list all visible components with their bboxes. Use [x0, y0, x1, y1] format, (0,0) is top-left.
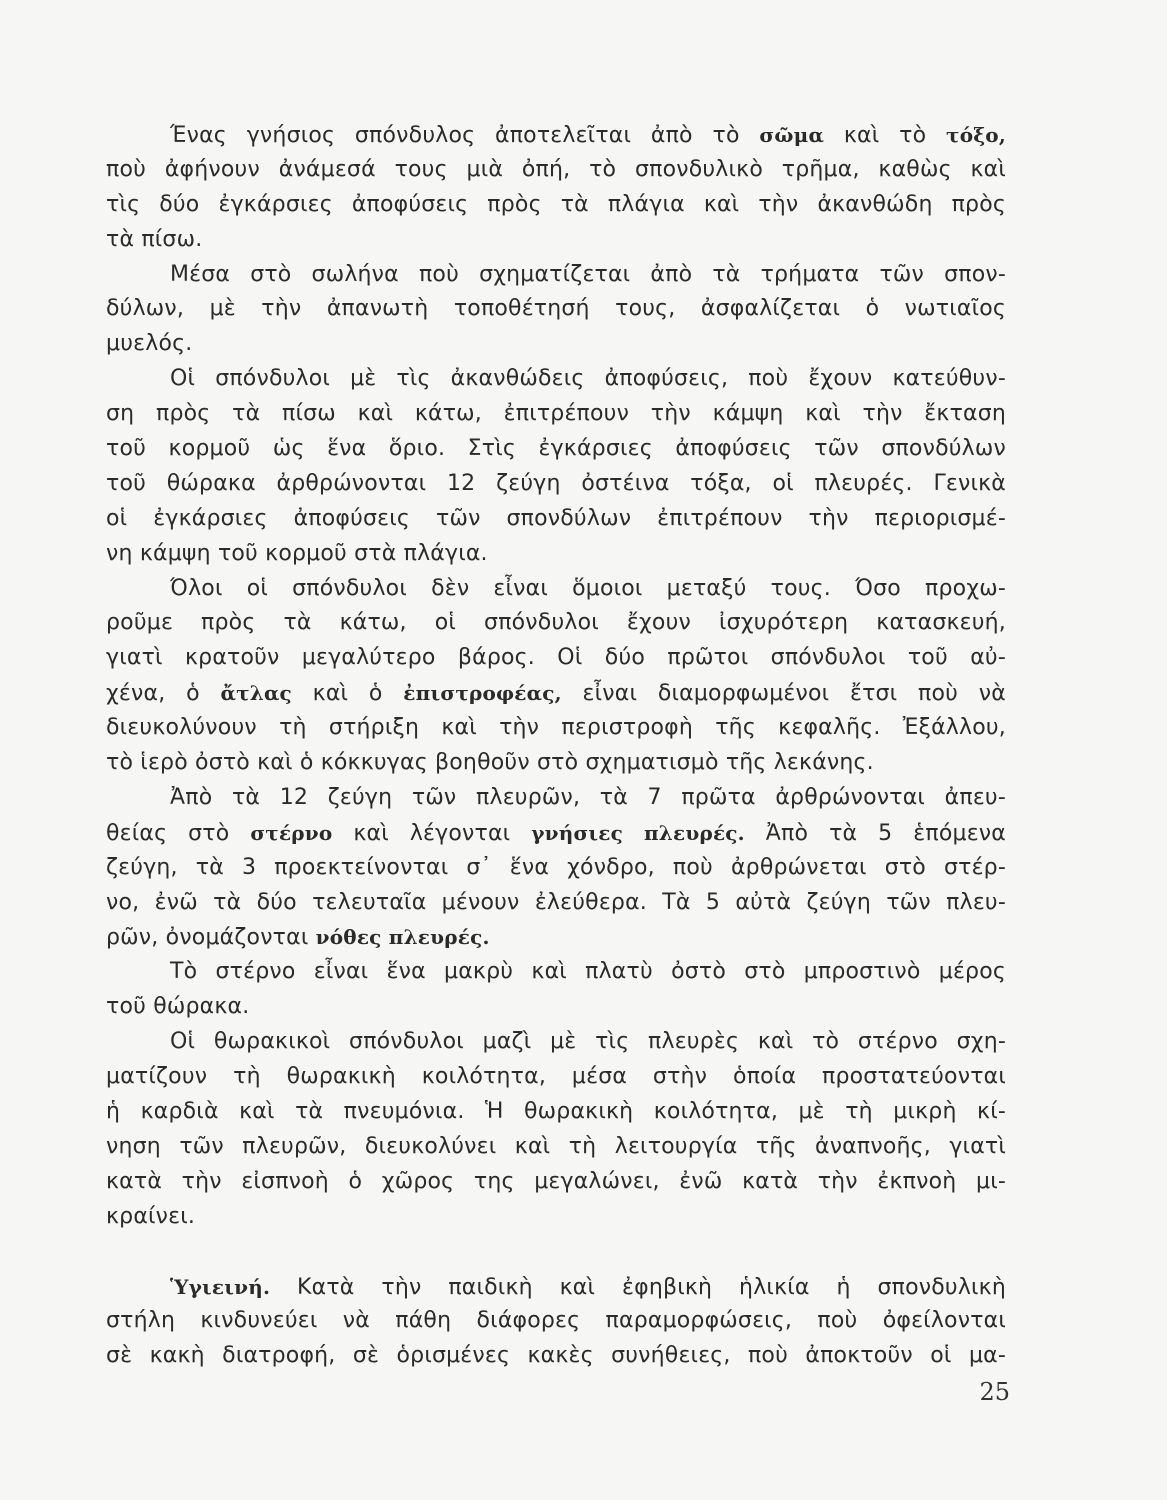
- text-line: [106, 1304, 1006, 1339]
- text-line: [106, 746, 1006, 781]
- paragraph-p6: [106, 955, 1006, 1025]
- paragraph-p2: [106, 258, 1006, 363]
- text-line: [106, 606, 1006, 641]
- text-run: Οἱ θωρακικοὶ σπόνδυλοι μαζὶ μὲ τὶς πλευρὲς καὶ τὸ στέρνο σχη-: [170, 1029, 1006, 1055]
- text-line: [106, 153, 1006, 188]
- text-run: Μέσα στὸ σωλήνα ποὺ σχηματίζεται ἀπὸ τὰ τρήματα τῶν σπον-: [170, 261, 1006, 287]
- text-run: νηση τῶν πλευρῶν, διευκολύνει καὶ τὴ λειτουργία τῆς ἀναπνοῆς, γιατὶ: [106, 1133, 1006, 1159]
- paragraph-p7: [106, 1025, 1006, 1234]
- text-line: [106, 188, 1006, 223]
- text-line: [106, 1025, 1006, 1060]
- bold-term: νόθες πλευρές.: [315, 925, 490, 950]
- text-run: ἡ καρδιὰ καὶ τὰ πνευμόνια. Ἡ θωρακικὴ κοιλότητα, μὲ τὴ μικρὴ κί-: [106, 1098, 1006, 1124]
- text-line: [106, 955, 1006, 990]
- bold-term: τόξο,: [946, 123, 1006, 147]
- text-line: [106, 1095, 1006, 1130]
- text-line: [106, 432, 1006, 467]
- text-run: εἶναι διαμορφωμένοι ἔτσι ποὺ νὰ: [561, 681, 1006, 707]
- text-run: ματίζουν τὴ θωρακικὴ κοιλότητα, μέσα στὴν ὁποία προστατεύονται: [106, 1064, 1006, 1090]
- text-run: Τὸ στέρνο εἶναι ἕνα μακρὺ καὶ πλατὺ ὀστὸ στὸ μπροστινὸ μέρος: [170, 959, 1006, 985]
- text-run: Όλοι οἱ σπόνδυλοι δὲν εἶναι ὅμοιοι μεταξύ τους. Όσο προχω-: [170, 575, 1006, 601]
- text-line: [106, 990, 1006, 1025]
- text-line: [106, 223, 1006, 258]
- text-run: ζεύγη, τὰ 3 προεκτείνονται σ᾽ ἕνα χόνδρο, ποὺ ἀρθρώνεται στὸ στέρ-: [106, 854, 1006, 880]
- text-run: μυελός.: [106, 331, 193, 357]
- text-run: ροῦμε πρὸς τὰ κάτω, οἱ σπόνδυλοι ἔχουν ἰσχυρότερη κατασκευή,: [106, 610, 1006, 636]
- text-line: [106, 327, 1006, 362]
- text-line: [106, 118, 1006, 153]
- text-line: [106, 397, 1006, 432]
- text-run: Κατὰ τὴν παιδικὴ καὶ ἐφηβικὴ ἡλικία ἡ σπονδυλικὴ: [270, 1274, 1006, 1300]
- bold-term: γνήσιες πλευρές.: [531, 820, 745, 845]
- text-run: τοῦ κορμοῦ ὡς ἕνα ὅριο. Στὶς ἐγκάρσιες ἀποφύσεις τῶν σπονδύλων: [106, 436, 1006, 462]
- text-run: τοῦ θώρακα ἀρθρώνονται 12 ζεύγη ὀστέινα τόξα, οἱ πλευρές. Γενικὰ: [106, 470, 1006, 496]
- text-run: γιατὶ κρατοῦν μεγαλύτερο βάρος. Οἱ δύο πρῶτοι σπόνδυλοι τοῦ αὐ-: [106, 645, 1006, 671]
- text-run: νο, ἐνῶ τὰ δύο τελευταῖα μένουν ἐλεύθερα. Τὰ 5 αὐτὰ ζεύγη τῶν πλευ-: [106, 889, 1006, 915]
- paragraph-p5: [106, 781, 1006, 955]
- text-line: [106, 572, 1006, 607]
- paragraph-p8: [106, 1270, 1006, 1375]
- text-run: ση πρὸς τὰ πίσω καὶ κάτω, ἐπιτρέπουν τὴν κάμψη καὶ τὴν ἔκταση: [106, 401, 1006, 427]
- text-line: [106, 1270, 1006, 1305]
- paragraph-p3: [106, 362, 1006, 571]
- text-run: τοῦ θώρακα.: [106, 994, 250, 1020]
- text-line: [106, 537, 1006, 572]
- text-line: [106, 1130, 1006, 1165]
- text-run: ποὺ ἀφήνουν ἀνάμεσά τους μιὰ ὀπή, τὸ σπονδυλικὸ τρῆμα, καθὼς καὶ: [106, 156, 1006, 182]
- text-run: ρῶν, ὀνομάζονται: [106, 925, 316, 951]
- text-run: Ἀπὸ τὰ 12 ζεύγη τῶν πλευρῶν, τὰ 7 πρῶτα ἀρθρώνονται ἀπευ-: [170, 784, 1006, 810]
- text-line: [106, 1339, 1006, 1374]
- text-line: [106, 292, 1006, 327]
- text-run: κραίνει.: [106, 1203, 196, 1229]
- text-line: [106, 467, 1006, 502]
- text-run: κατὰ τὴν εἰσπνοὴ ὁ χῶρος της μεγαλώνει, ἐνῶ κατὰ τὴν ἐκπνοὴ μι-: [106, 1168, 1006, 1194]
- text-run: Ένας γνήσιος σπόνδυλος ἀποτελεῖται ἀπὸ τὸ: [170, 123, 760, 148]
- text-run: δύλων, μὲ τὴν ἀπανωτὴ τοποθέτησή τους, ἀσφαλίζεται ὁ νωτιαῖος: [106, 296, 1006, 322]
- document-page: [106, 118, 1006, 1374]
- text-run: καὶ τὸ: [824, 123, 947, 148]
- text-run: τὰ πίσω.: [106, 226, 203, 252]
- paragraph-p1: [106, 118, 1006, 258]
- text-line: [106, 781, 1006, 816]
- text-line: [106, 886, 1006, 921]
- bold-term: Ὑγιεινή.: [170, 1274, 271, 1299]
- text-line: [106, 1165, 1006, 1200]
- text-body: [106, 118, 1006, 1374]
- text-run: νη κάμψη τοῦ κορμοῦ στὰ πλάγια.: [106, 540, 488, 566]
- bold-term: σῶμα: [759, 123, 825, 147]
- page-number: 25: [979, 1378, 1010, 1406]
- text-line: [106, 362, 1006, 397]
- text-line: [106, 502, 1006, 537]
- text-run: καὶ λέγονται: [332, 820, 532, 846]
- text-run: καὶ ὁ: [291, 681, 404, 707]
- text-run: διευκολύνουν τὴ στήριξη καὶ τὴν περιστροφὴ τῆς κεφαλῆς. Ἐξάλλου,: [106, 715, 1006, 741]
- text-run: Ἀπὸ τὰ 5 ἑπόμενα: [744, 820, 1006, 846]
- text-line: [106, 816, 1006, 851]
- text-line: [106, 711, 1006, 746]
- bold-term: ἐπιστροφέας,: [403, 681, 562, 706]
- paragraph-p4: [106, 572, 1006, 781]
- text-line: [106, 258, 1006, 293]
- text-line: [106, 1060, 1006, 1095]
- bold-term: στέρνο: [250, 820, 333, 845]
- text-line: [106, 676, 1006, 711]
- text-line: [106, 1200, 1006, 1235]
- paragraph-gap: [106, 1235, 1006, 1270]
- text-run: τὶς δύο ἐγκάρσιες ἀποφύσεις πρὸς τὰ πλάγια καὶ τὴν ἀκανθώδη πρὸς: [106, 191, 1006, 217]
- bold-term: ἄτλας: [220, 681, 292, 706]
- text-run: θείας στὸ: [106, 820, 251, 846]
- text-run: τὸ ἱερὸ ὀστὸ καὶ ὁ κόκκυγας βοηθοῦν στὸ σχηματισμὸ τῆς λεκάνης.: [106, 750, 874, 776]
- text-run: χένα, ὁ: [106, 681, 221, 707]
- text-run: οἱ ἐγκάρσιες ἀποφύσεις τῶν σπονδύλων ἐπιτρέπουν τὴν περιορισμέ-: [106, 505, 1006, 531]
- text-run: Οἱ σπόνδυλοι μὲ τὶς ἀκανθώδεις ἀποφύσεις, ποὺ ἔχουν κατεύθυν-: [170, 366, 1006, 392]
- text-run: σὲ κακὴ διατροφή, σὲ ὁρισμένες κακὲς συνήθειες, ποὺ ἀποκτοῦν οἱ μα-: [106, 1343, 1006, 1369]
- text-line: [106, 920, 1006, 955]
- text-line: [106, 851, 1006, 886]
- text-line: [106, 641, 1006, 676]
- text-run: στήλη κινδυνεύει νὰ πάθη διάφορες παραμορφώσεις, ποὺ ὀφείλονται: [106, 1308, 1006, 1334]
